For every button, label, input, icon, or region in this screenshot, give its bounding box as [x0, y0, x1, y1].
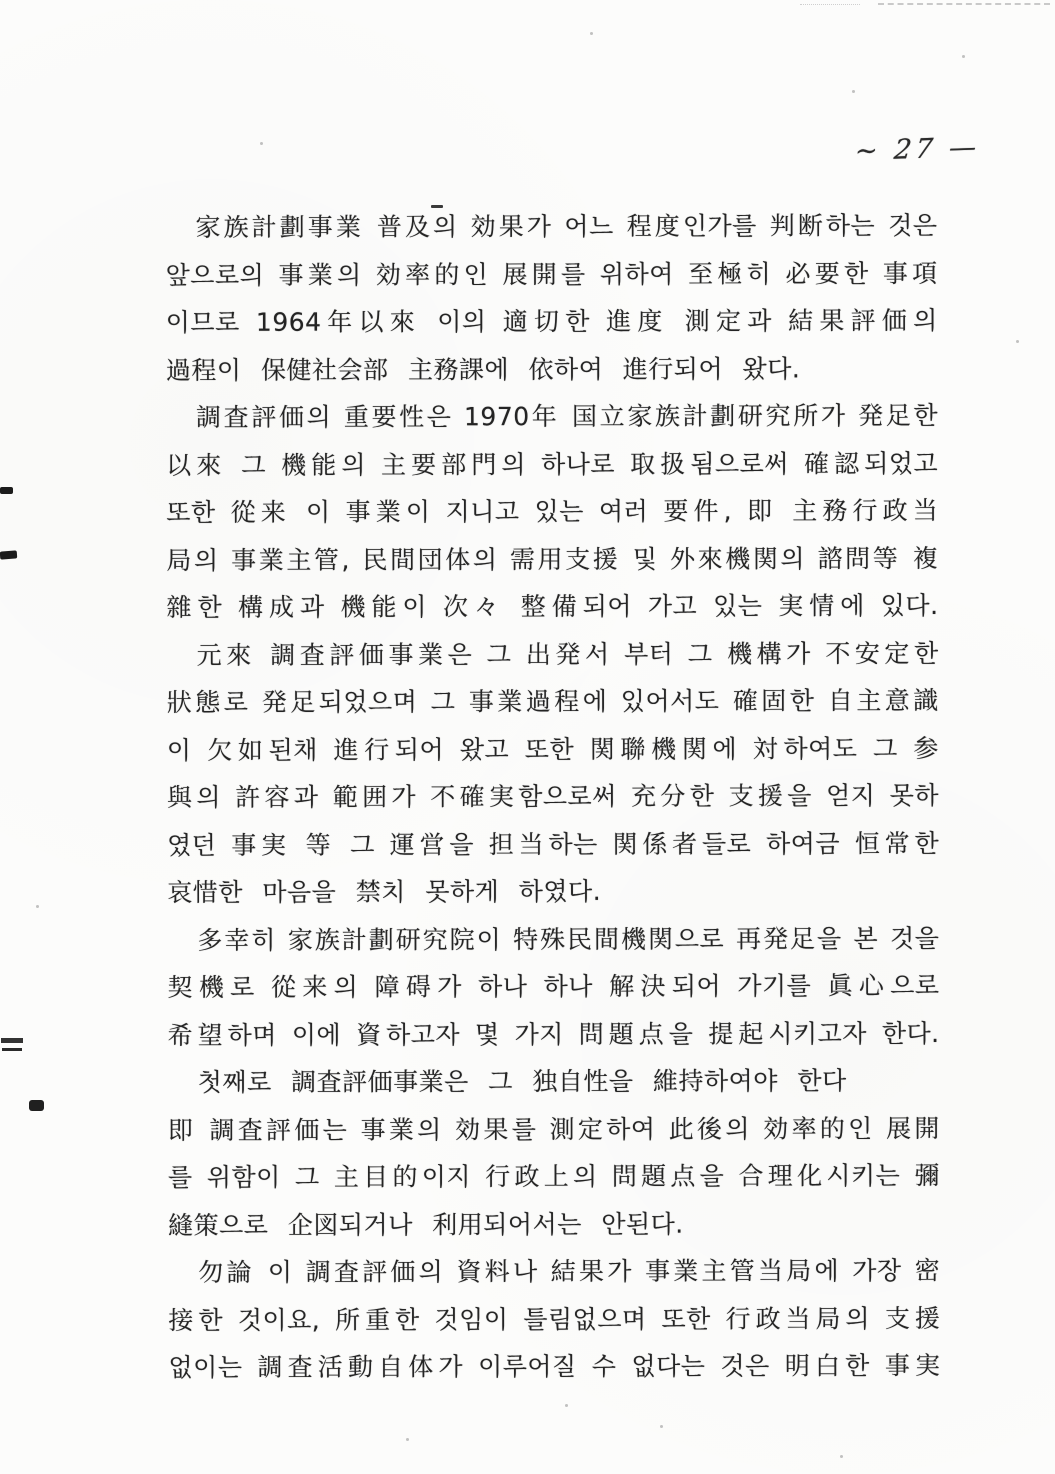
text-line: 即 調査評価는 事業의 効果를 測定하여 此後의 効率的인 展開 — [167, 1113, 940, 1145]
scan-edge-artifact — [800, 4, 860, 5]
text-line: 이므로 1964年以來 이의 適切한 進度 測定과 結果評価의 — [165, 305, 938, 338]
text-line: 앞으로의 事業의 効率的인 展開를 위하여 至極히 必要한 事項 — [165, 258, 938, 290]
document-body — [165, 202, 940, 1392]
scan-speck — [565, 1404, 568, 1407]
scan-edge-artifact — [878, 3, 1050, 5]
scan-speck — [1016, 340, 1019, 343]
scan-speck — [840, 1455, 843, 1458]
text-line: 以來 그 機能의 主要部門의 하나로 取扱됨으로써 確認되었고 — [166, 448, 939, 480]
text-line: 없이는 調査活動自体가 이루어질 수 없다는 것은 明白한 事実 — [168, 1350, 941, 1383]
text-line: 局의 事業主管, 民間団体의 需用支援 및 外來機関의 諮問等 複 — [166, 543, 939, 575]
scan-speck — [962, 55, 965, 58]
text-line: 였던 事実 等 그 運営을 担当하는 関係者들로 하여금 恒常한 — [167, 828, 940, 860]
text-line: 元來 調査評価事業은 그 出発서 부터 그 機構가 不安定한 — [196, 638, 939, 670]
text-line: 契機로 從来의 障碍가 하나 하나 解決되어 가기를 眞心으로 — [167, 970, 940, 1003]
text-line: 雜한 構成과 機能이 次々 整備되어 가고 있는 実情에 있다. — [166, 590, 939, 623]
scan-speck — [406, 1438, 409, 1441]
text-line: 家族計劃事業 普及의 効果가 어느 程度인가를 判断하는 것은 — [195, 210, 938, 242]
text-line: 이 欠如된채 進行되어 왔고 또한 関聯機関에 対하여도 그 参 — [166, 733, 939, 765]
text-line: 哀惜한 마음을 禁치 못하게 하였다. — [167, 876, 602, 908]
scan-speck — [660, 1425, 663, 1428]
scan-speck — [36, 905, 39, 908]
scan-artifact — [1, 1038, 23, 1043]
scan-speck — [852, 90, 855, 93]
text-line: 縫策으로 企図되거나 利用되어서는 안된다. — [168, 1209, 684, 1240]
text-line: 또한 從来 이 事業이 지니고 있는 여러 要件, 即 主務行政当 — [166, 495, 939, 528]
scan-artifact — [431, 205, 443, 208]
text-line: 接한 것이요, 所重한 것임이 틀림없으며 또한 行政当局의 支援 — [168, 1303, 941, 1335]
text-line: 調査評価의 重要性은 1970年 国立家族計劃研究所가 発足한 — [195, 400, 939, 432]
text-line: 希望하며 이에 資하고자 몇 가지 問題点을 提起시키고자 한다. — [167, 1018, 940, 1050]
text-line: 를 위함이 그 主目的이지 行政上의 問題点을 合理化시키는 彌 — [167, 1160, 941, 1193]
page-number: ~ 27 — — [853, 131, 982, 168]
text-line: 與의 許容과 範囲가 不確実함으로써 充分한 支援을 얻지 못하 — [166, 780, 940, 813]
text-line: 勿論 이 調査評価의 資料나 結果가 事業主管当局에 가장 密 — [198, 1255, 941, 1287]
text-line: 多幸히 家族計劃研究院이 特殊民間機関으로 再発足을 본 것을 — [197, 923, 940, 955]
scan-artifact — [0, 550, 17, 559]
scan-artifact — [0, 487, 13, 494]
text-line: 첫째로 調査評価事業은 그 独自性을 維持하여야 한다 — [197, 1066, 847, 1097]
text-line: 狀態로 発足되었으며 그 事業過程에 있어서도 確固한 自主意識 — [166, 685, 939, 718]
scan-artifact — [29, 1100, 44, 1111]
scan-speck — [590, 32, 593, 35]
scan-speck — [260, 142, 263, 145]
text-line: 過程이 保健社会部 主務課에 依하여 進行되어 왔다. — [165, 353, 801, 385]
